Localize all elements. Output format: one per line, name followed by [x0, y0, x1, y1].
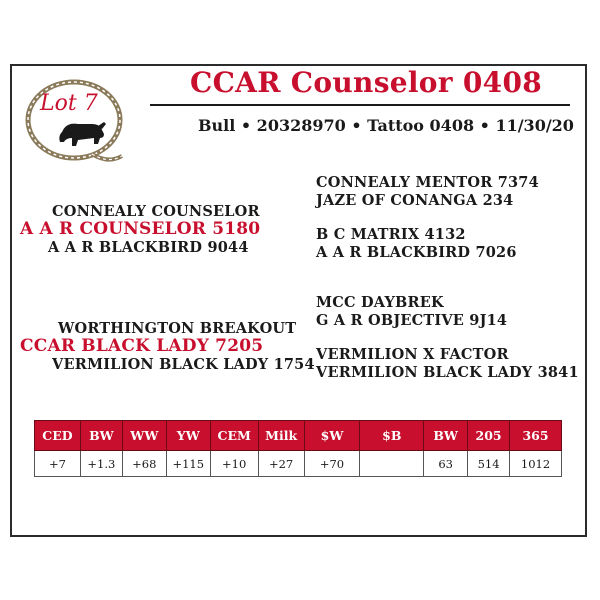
pedigree-sd-dam: A A R BLACKBIRD 7026: [316, 244, 517, 261]
rope-lasso-with-bull-icon: [22, 72, 130, 172]
epd-value-actual-bw: 63: [424, 451, 468, 477]
pedigree-dam-dam: VERMILION BLACK LADY 1754: [52, 356, 315, 373]
pedigree-ds-dam: G A R OBJECTIVE 9J14: [316, 312, 508, 329]
epd-value-ced: +7: [35, 451, 81, 477]
epd-header-dollar-b: $B: [360, 421, 424, 451]
epd-header-cem: CEM: [210, 421, 258, 451]
epd-value-yw: +115: [166, 451, 210, 477]
epd-header-365: 365: [510, 421, 562, 451]
lot-title: CCAR Counselor 0408: [190, 66, 543, 99]
pedigree-dam-sire: WORTHINGTON BREAKOUT: [58, 320, 297, 337]
epd-header-actual-bw: BW: [424, 421, 468, 451]
pedigree-ss-dam: JAZE OF CONANGA 234: [316, 192, 514, 209]
lot-label: Lot 7: [40, 91, 98, 116]
epd-value-bw: +1.3: [80, 451, 122, 477]
epd-header-yw: YW: [166, 421, 210, 451]
pedigree-sire: A A R COUNSELOR 5180: [20, 219, 261, 239]
pedigree-dd-sire: VERMILION X FACTOR: [316, 346, 509, 363]
epd-value-ww: +68: [122, 451, 166, 477]
title-divider: [150, 104, 570, 106]
epd-table: [34, 420, 562, 477]
pedigree-ds-sire: MCC DAYBREK: [316, 294, 444, 311]
epd-value-dollar-w: +70: [304, 451, 360, 477]
bull-icon: [59, 122, 106, 146]
epd-value-row: [35, 451, 562, 477]
epd-header-dollar-w: $W: [304, 421, 360, 451]
epd-header-ww: WW: [122, 421, 166, 451]
pedigree-ss-sire: CONNEALY MENTOR 7374: [316, 174, 539, 191]
epd-value-milk: +27: [258, 451, 304, 477]
pedigree-sire-dam: A A R BLACKBIRD 9044: [48, 239, 249, 256]
epd-header-milk: Milk: [258, 421, 304, 451]
lot-subtitle: Bull • 20328970 • Tattoo 0408 • 11/30/20: [198, 116, 574, 135]
epd-header-row: [35, 421, 562, 451]
pedigree-dd-dam: VERMILION BLACK LADY 3841: [316, 364, 579, 381]
epd-value-365: 1012: [510, 451, 562, 477]
pedigree-sire-sire: CONNEALY COUNSELOR: [52, 203, 260, 220]
pedigree-dam: CCAR BLACK LADY 7205: [20, 336, 264, 356]
epd-value-cem: +10: [210, 451, 258, 477]
epd-value-205: 514: [468, 451, 510, 477]
epd-header-205: 205: [468, 421, 510, 451]
epd-header-bw: BW: [80, 421, 122, 451]
pedigree-sd-sire: B C MATRIX 4132: [316, 226, 466, 243]
epd-value-dollar-b: [360, 451, 424, 477]
epd-header-ced: CED: [35, 421, 81, 451]
